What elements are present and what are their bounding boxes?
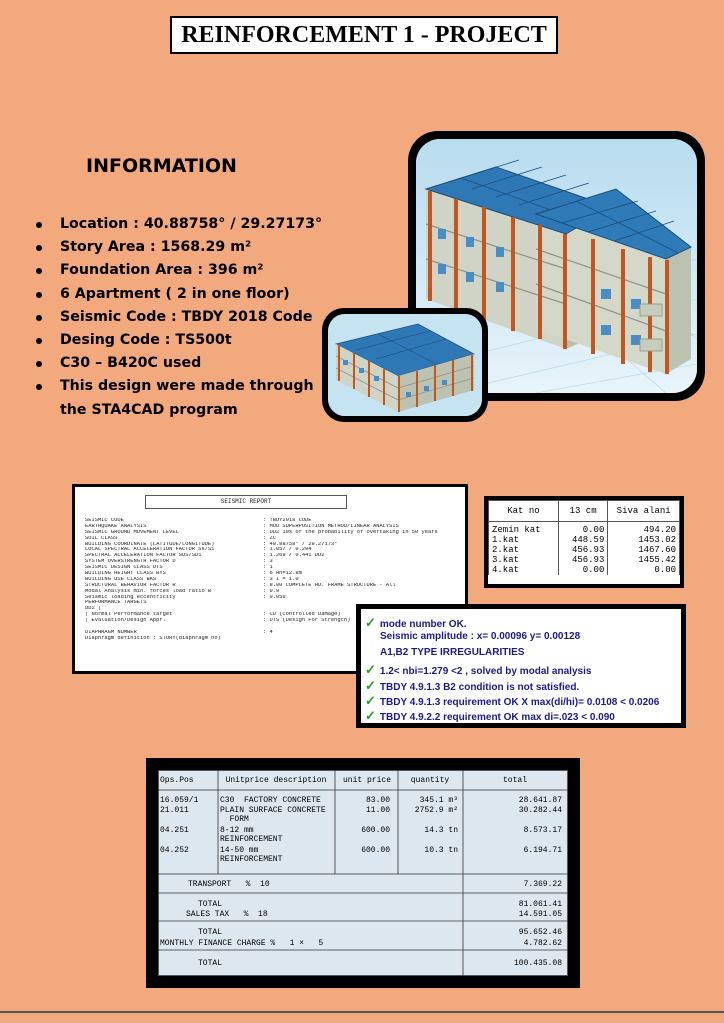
- info-item: This design were made through the STA4CAD program: [34, 375, 334, 421]
- item-quantity: 10.3 tn: [424, 846, 458, 855]
- column-header: Unitprice description: [225, 776, 327, 785]
- report-key: SOIL CLASS: [85, 535, 118, 541]
- subtotal-label: TOTAL: [198, 900, 223, 909]
- column-header: Siva alani: [608, 501, 680, 522]
- irregularity-line: [365, 708, 615, 724]
- item-pos: 21.011: [160, 806, 189, 815]
- irregularity-text: mode number OK.: [379, 619, 467, 630]
- report-value: : TBDY2018 CODE: [263, 518, 312, 523]
- report-key: SPECTRAL ACCELERATION FACTOR SDS/SD1: [85, 553, 202, 559]
- irregularity-text: Seismic amplitude : x= 0.00096 y= 0.00128: [380, 631, 581, 642]
- table-cell: 456.93: [558, 545, 608, 555]
- table-cell: 448.59: [558, 535, 608, 545]
- irregularity-text: TBDY 4.9.1.3 B2 condition is not satisfied.: [379, 682, 580, 693]
- report-key: LOCAL SPECTRAL ACCELERATION FACTOR Ss/S1: [85, 547, 215, 553]
- report-value: : ZC: [263, 535, 276, 541]
- item-total: 8.573.17: [523, 826, 562, 835]
- report-value: : 3: [263, 559, 273, 565]
- table-row: [489, 522, 680, 536]
- check-icon: ✓: [365, 678, 376, 693]
- irregularity-text: A1,B2 TYPE IRREGULARITIES: [380, 647, 525, 658]
- report-key: SYSTEM OVERSTRENGTH FACTOR D: [85, 559, 176, 565]
- column-header: Ops.Pos: [160, 776, 194, 785]
- item-pos: 04.252: [160, 846, 189, 855]
- table-cell: 494.20: [608, 522, 680, 536]
- column-header: unit price: [342, 776, 391, 785]
- item-unit-price: 11.00: [365, 806, 390, 815]
- info-heading: INFORMATION: [86, 155, 237, 177]
- item-total: 30.282.44: [518, 806, 562, 815]
- table-cell: 1467.60: [608, 545, 680, 555]
- seismic-report-title: SEISMIC REPORT: [145, 495, 347, 509]
- sales-tax-label: SALES TAX % 18: [186, 910, 268, 919]
- table-cell: 456.93: [558, 555, 608, 565]
- item-total: 28.641.87: [518, 796, 562, 805]
- report-key: | Evaluation/Design Appr.: [85, 618, 166, 624]
- table-row: [489, 545, 680, 555]
- check-icon: ✓: [365, 662, 376, 677]
- transport-label: TRANSPORT % 10: [188, 880, 270, 889]
- table-cell: Zemin kat: [489, 522, 559, 536]
- page-divider: [0, 1011, 724, 1013]
- irregularity-text: TBDY 4.9.1.3 requirement OK X max(di/hi)= 0.0108 < 0.0206: [379, 697, 660, 708]
- subtotal-value: 81.061.41: [518, 900, 562, 909]
- item-pos: 04.251: [160, 826, 189, 835]
- item-total: 6.194.71: [523, 846, 562, 855]
- report-key: Diaphragm definition : STORY(diaphragm no): [85, 635, 221, 641]
- item-unit-price: 600.00: [361, 826, 390, 835]
- info-item: Location : 40.88758° / 29.27173°: [34, 213, 334, 236]
- building-render-small: [322, 308, 488, 422]
- finance-charge-value: 4.782.62: [523, 939, 562, 948]
- column-header: 13 cm: [558, 501, 608, 522]
- info-item: Desing Code : TS500t: [34, 329, 334, 352]
- table-row: [489, 535, 680, 545]
- table-cell: 0.00: [558, 565, 608, 575]
- info-item: Story Area : 1568.29 m²: [34, 236, 334, 259]
- table-cell: 2.kat: [489, 545, 559, 555]
- item-quantity: 14.3 tn: [424, 826, 458, 835]
- column-header: quantity: [410, 776, 450, 785]
- report-key: PERFORMANCE TARGETS: [85, 600, 147, 606]
- total-value: 95.652.46: [518, 928, 562, 937]
- irregularity-line: [365, 662, 591, 678]
- report-value: : 1: [263, 565, 273, 571]
- report-value: : DD2 10% of the probability of overtaking in 50 years: [263, 529, 438, 535]
- irregularity-line: [365, 693, 659, 709]
- report-value: : CD (Controlled Damage): [263, 612, 341, 618]
- check-icon: ✓: [365, 693, 376, 708]
- report-value: : 1.269 / 0.441 DD2: [263, 553, 325, 559]
- report-value: : DTS (Design For Strength): [263, 618, 351, 624]
- total-label: TOTAL: [198, 928, 223, 937]
- irregularity-text: TBDY 4.9.2.2 requirement OK max di=.023 < 0.090: [379, 712, 615, 723]
- report-key: EARTHQUAKE ANALYSIS: [85, 523, 147, 529]
- report-key: Seismic loading eccentricity: [85, 594, 176, 600]
- info-item: C30 – B420C used: [34, 352, 334, 375]
- table-cell: 4.kat: [489, 565, 559, 575]
- report-key: DD2 |: [85, 606, 102, 612]
- finance-charge-label: MONTHLY FINANCE CHARGE % 1 × 5: [160, 939, 324, 948]
- column-header: Kat no: [489, 501, 559, 522]
- table-cell: 3.kat: [489, 555, 559, 565]
- irregularity-line: [365, 615, 467, 631]
- table-cell: 0.00: [558, 522, 608, 536]
- table-cell: 1.kat: [489, 535, 559, 545]
- report-value: : MOD SUPERPOSITION METHOD/LINEAR ANALYSIS: [263, 523, 399, 529]
- report-key: SEISMIC GROUND MOVEMENT LEVEL: [85, 529, 179, 535]
- item-quantity: 2752.9 m²: [414, 806, 458, 815]
- report-value: : 4: [263, 629, 273, 635]
- item-description: 8-12 mm REINFORCEMENT: [220, 826, 283, 844]
- table-row: [489, 565, 680, 575]
- report-value: : 6 Hn=12.8m: [263, 571, 302, 577]
- report-key: SEISMIC DESIGN CLASS DTS: [85, 565, 163, 571]
- irregularity-text: 1.2< nbi=1.279 <2 , solved by modal analysis: [379, 666, 592, 677]
- report-value: : 8.00 COMPLETE HD. FRAME STRUCTURE - All: [263, 582, 396, 588]
- column-header: total: [502, 776, 527, 785]
- item-description: 14-50 mm REINFORCEMENT: [220, 846, 283, 864]
- info-item: 6 Apartment ( 2 in one floor): [34, 283, 334, 306]
- report-key: STRUCTURAL BEHAVIOR FACTOR R: [85, 582, 176, 588]
- irregularity-panel: [356, 604, 686, 728]
- info-item: Foundation Area : 396 m²: [34, 259, 334, 282]
- report-key: Modal Analysis min. forces load ratio B: [85, 588, 212, 594]
- grand-total-label: TOTAL: [198, 959, 223, 968]
- cost-estimate-panel: [146, 758, 580, 988]
- table-cell: 1455.42: [608, 555, 680, 565]
- report-key: BUILDING USE CLASS BKS: [85, 576, 157, 582]
- item-description: C30 FACTORY CONCRETE: [220, 796, 321, 805]
- table-row: [489, 555, 680, 565]
- report-key: DIAPHRAGM NUMBER: [85, 629, 137, 635]
- item-pos: 16.059/1: [160, 796, 199, 805]
- irregularity-line: [380, 647, 524, 658]
- report-value: : 40.88758° / 29.27173°: [263, 541, 338, 547]
- floor-area-panel: [484, 496, 684, 588]
- report-key: BUILDING HEIGHT CLASS BYS: [85, 571, 166, 577]
- grand-total-value: 100.435.08: [513, 959, 562, 968]
- report-value: : 1.057 / 0.294: [263, 547, 312, 553]
- page-title: REINFORCEMENT 1 - PROJECT: [170, 16, 558, 54]
- floor-area-table: [488, 500, 680, 575]
- transport-total: 7.369.22: [523, 880, 562, 889]
- item-unit-price: 83.00: [365, 796, 390, 805]
- report-value: : 3 I = 1.0: [263, 576, 299, 582]
- table-cell: 1453.02: [608, 535, 680, 545]
- check-icon: ✓: [365, 615, 376, 630]
- info-item: Seismic Code : TBDY 2018 Code: [34, 306, 334, 329]
- table-cell: 0.00: [608, 565, 680, 575]
- item-quantity: 345.1 m³: [419, 796, 458, 805]
- report-key: SEISMIC CODE: [85, 518, 124, 523]
- report-key: BUILDING COORDINATE (LATITUDE/LONGITUDE): [85, 541, 215, 547]
- item-description: PLAIN SURFACE CONCRETE FORM: [220, 806, 326, 824]
- report-value: : 0.9: [263, 588, 280, 594]
- irregularity-line: [365, 678, 579, 694]
- info-list: [34, 213, 334, 422]
- check-icon: ✓: [365, 708, 376, 723]
- irregularity-line: [380, 631, 580, 642]
- item-unit-price: 600.00: [361, 846, 390, 855]
- sales-tax-value: 14.591.05: [518, 910, 562, 919]
- report-value: : 0.050: [263, 594, 286, 600]
- building-3d-image-small: [328, 314, 482, 416]
- report-key: | Normal Performance target: [85, 612, 173, 618]
